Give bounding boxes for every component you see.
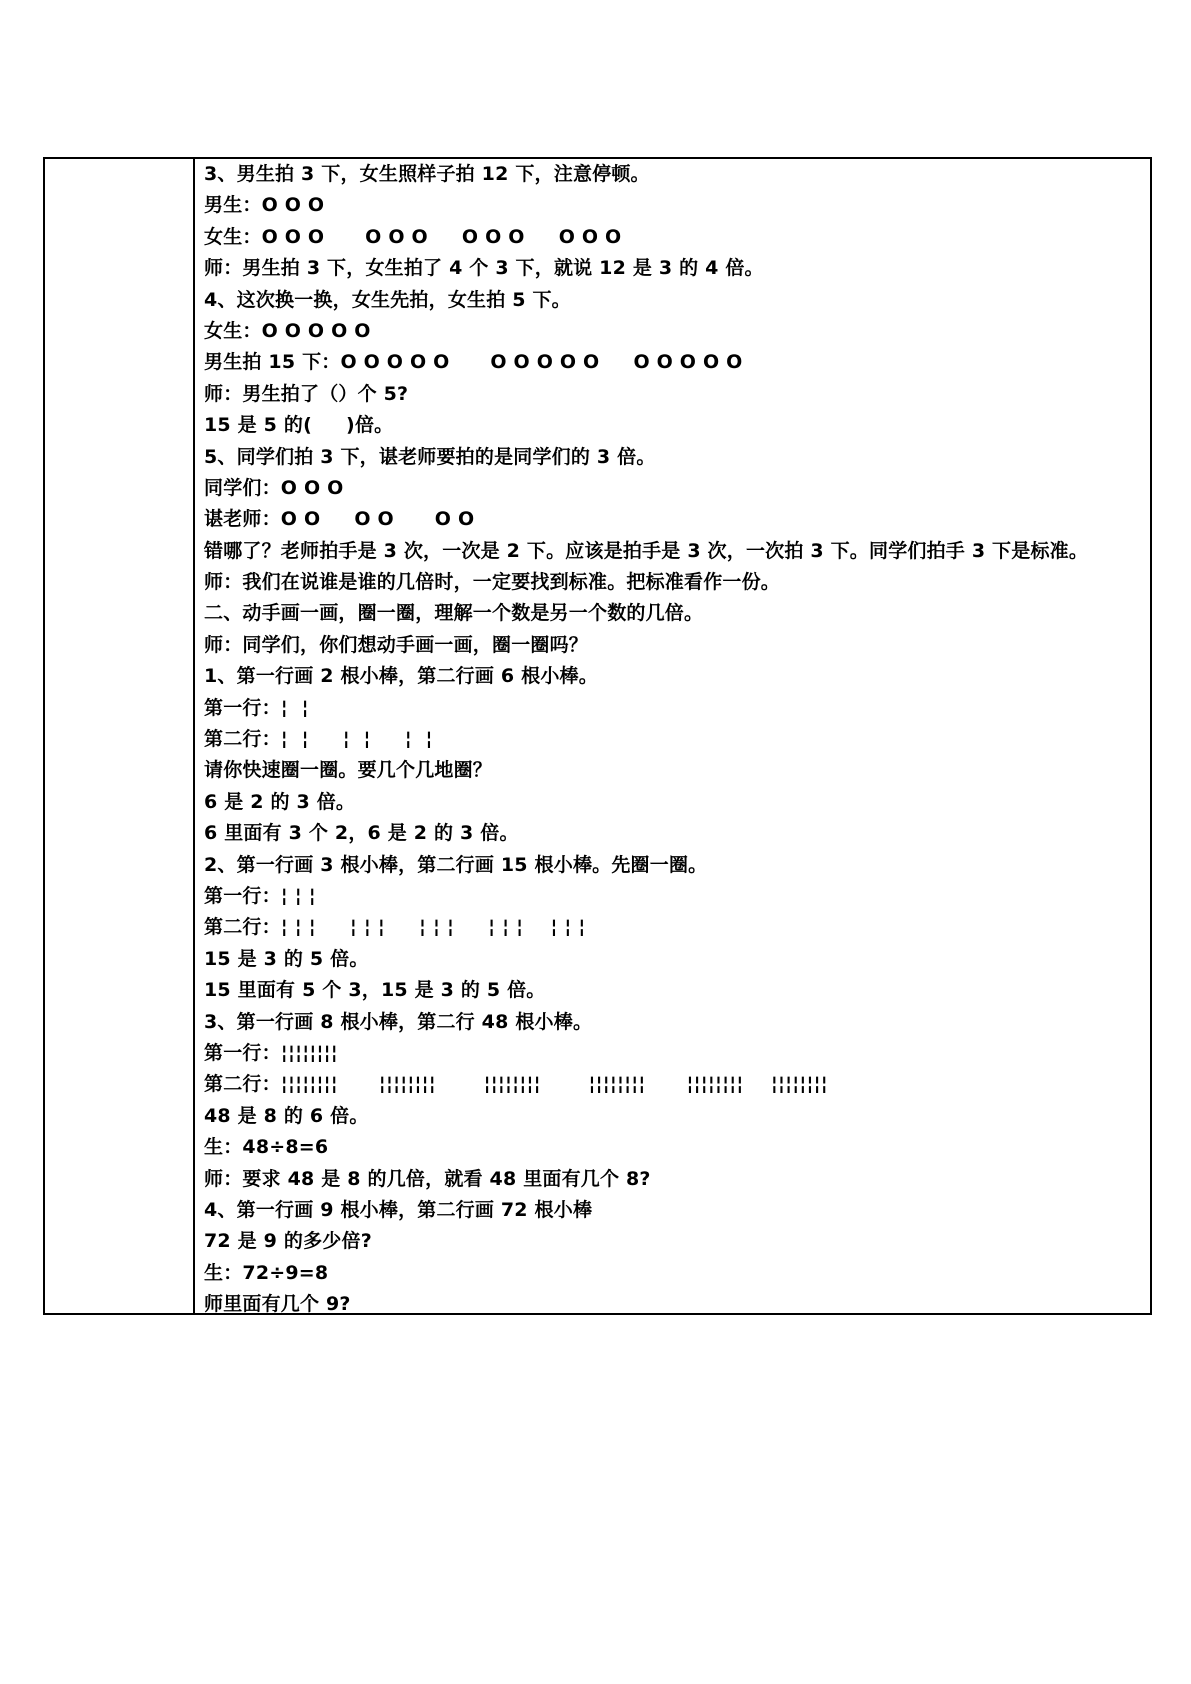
text-line: 师：男生拍了（）个 5? bbox=[204, 382, 409, 405]
text-line: 请你快速圈一圈。要几个几地圈？ bbox=[204, 759, 493, 782]
text-line: 师：我们在说谁是谁的几倍时，一定要找到标准。把标准看作一份。 bbox=[204, 571, 781, 594]
text-line: 第二行：¦¦¦¦¦¦¦¦ ¦¦¦¦¦¦¦¦ ¦¦¦¦¦¦¦¦ ¦¦¦¦¦¦¦¦ ¦¦¦¦¦¦¦¦ ¦¦¦¦¦¦¦¦ bbox=[204, 1073, 828, 1096]
text-line: 生：72÷9=8 bbox=[204, 1261, 329, 1284]
lesson-content-cell bbox=[204, 159, 1144, 1320]
text-line: 第一行：¦¦¦¦¦¦¦¦ bbox=[204, 1041, 338, 1064]
text-line: 5、同学们拍 3 下，谌老师要拍的是同学们的 3 倍。 bbox=[204, 445, 656, 468]
text-line: 3、第一行画 8 根小棒，第二行 48 根小棒。 bbox=[204, 1010, 593, 1033]
text-line: 女生：O O O O O bbox=[204, 319, 371, 342]
text-line: 48 是 8 的 6 倍。 bbox=[204, 1104, 369, 1127]
text-line: 男生拍 15 下：O O O O O O O O O O O O O O O bbox=[204, 351, 743, 374]
text-line: 师：同学们，你们想动手画一画，圈一圈吗？ bbox=[204, 633, 589, 656]
text-line: 同学们：O O O bbox=[204, 476, 344, 499]
text-line: 师里面有几个 9? bbox=[204, 1293, 351, 1316]
text-line: 女生：O O O O O O O O O O O O bbox=[204, 225, 622, 248]
text-line: 谌老师：O O O O O O bbox=[204, 508, 475, 531]
left-empty-cell bbox=[45, 159, 193, 1313]
text-line: 生：48÷8=6 bbox=[204, 1136, 329, 1159]
text-line: 2、第一行画 3 根小棒，第二行画 15 根小棒。先圈一圈。 bbox=[204, 853, 708, 876]
text-line: 男生：O O O bbox=[204, 194, 325, 217]
text-line: 错哪了？老师拍手是 3 次，一次是 2 下。应该是拍手是 3 次，一次拍 3 下。同学们拍手 3 下是标准。 bbox=[204, 539, 1089, 562]
text-line: 72 是 9 的多少倍? bbox=[204, 1230, 372, 1253]
column-divider bbox=[193, 159, 195, 1313]
text-line: 15 里面有 5 个 3，15 是 3 的 5 倍。 bbox=[204, 979, 546, 1002]
text-line: 第一行：¦ ¦ bbox=[204, 696, 309, 719]
text-line: 15 是 3 的 5 倍。 bbox=[204, 947, 369, 970]
text-line: 6 是 2 的 3 倍。 bbox=[204, 790, 356, 813]
text-line: 6 里面有 3 个 2，6 是 2 的 3 倍。 bbox=[204, 822, 519, 845]
text-line: 1、第一行画 2 根小棒，第二行画 6 根小棒。 bbox=[204, 665, 598, 688]
text-line: 第一行：¦ ¦ ¦ bbox=[204, 884, 316, 907]
text-line: 3、男生拍 3 下，女生照样子拍 12 下，注意停顿。 bbox=[204, 163, 650, 185]
text-line: 4、这次换一换，女生先拍，女生拍 5 下。 bbox=[204, 288, 571, 311]
text-line: 4、第一行画 9 根小棒，第二行画 72 根小棒 bbox=[204, 1198, 593, 1221]
text-line: 师：要求 48 是 8 的几倍，就看 48 里面有几个 8? bbox=[204, 1167, 651, 1190]
text-line: 第二行：¦ ¦ ¦ ¦ ¦ ¦ ¦ ¦ ¦ ¦ ¦ ¦ ¦ ¦ ¦ bbox=[204, 916, 586, 939]
lesson-table bbox=[43, 157, 1152, 1315]
text-line: 二、动手画一画，圈一圈，理解一个数是另一个数的几倍。 bbox=[204, 602, 704, 625]
text-line: 15 是 5 的( )倍。 bbox=[204, 414, 394, 437]
text-line: 第二行：¦ ¦ ¦ ¦ ¦ ¦ bbox=[204, 728, 433, 751]
text-line: 师：男生拍 3 下，女生拍了 4 个 3 下，就说 12 是 3 的 4 倍。 bbox=[204, 257, 764, 280]
